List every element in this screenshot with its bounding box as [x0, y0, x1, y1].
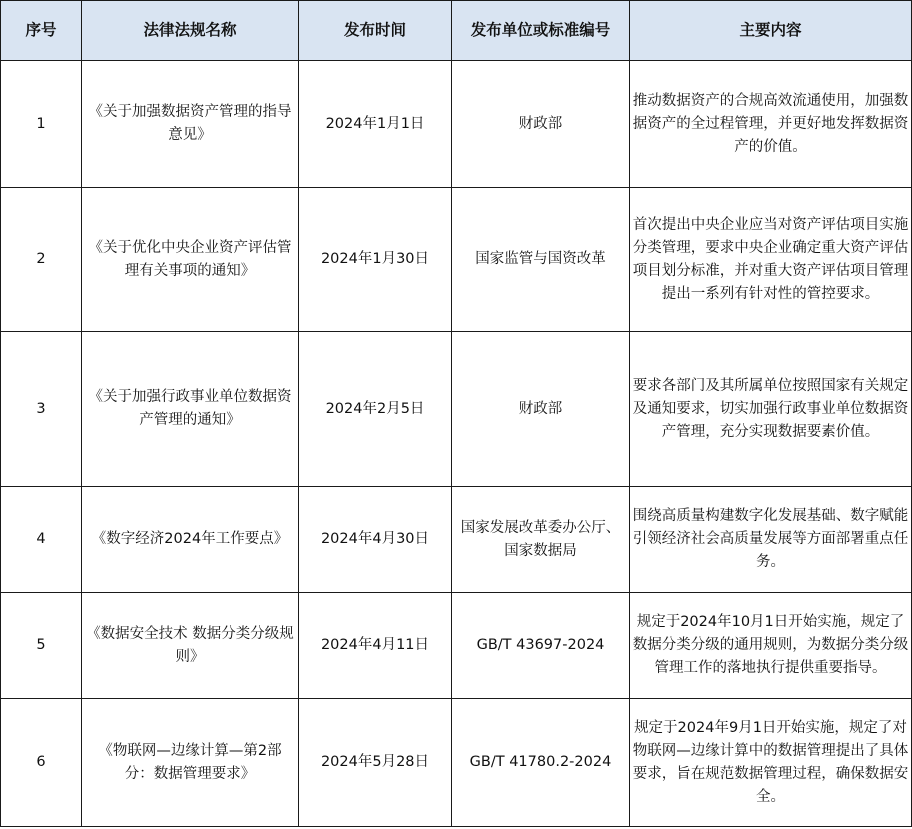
header-name: 法律法规名称	[82, 1, 299, 61]
row-name: 《数字经济2024年工作要点》	[82, 487, 299, 593]
row-content: 规定于2024年10月1日开始实施，规定了数据分类分级的通用规则，为数据分类分级管理工作的落地执行提供重要指导。	[630, 593, 912, 699]
row-index: 2	[1, 188, 82, 332]
row-issuer: GB/T 41780.2-2024	[452, 699, 630, 827]
row-content: 要求各部门及其所属单位按照国家有关规定及通知要求，切实加强行政事业单位数据资产管理，充分实现数据要素价值。	[630, 332, 912, 487]
table-row	[1, 699, 912, 827]
row-name: 《关于优化中央企业资产评估管理有关事项的通知》	[82, 188, 299, 332]
row-index: 3	[1, 332, 82, 487]
row-index: 5	[1, 593, 82, 699]
row-date: 2024年4月11日	[299, 593, 452, 699]
row-index: 6	[1, 699, 82, 827]
row-date: 2024年5月28日	[299, 699, 452, 827]
row-name: 《关于加强数据资产管理的指导意见》	[82, 61, 299, 188]
row-content: 围绕高质量构建数字化发展基础、数字赋能引领经济社会高质量发展等方面部署重点任务。	[630, 487, 912, 593]
table-row	[1, 487, 912, 593]
row-content: 首次提出中央企业应当对资产评估项目实施分类管理，要求中央企业确定重大资产评估项目划分标准，并对重大资产评估项目管理提出一系列有针对性的管控要求。	[630, 188, 912, 332]
header-content: 主要内容	[630, 1, 912, 61]
row-name: 《关于加强行政事业单位数据资产管理的通知》	[82, 332, 299, 487]
row-name: 《数据安全技术 数据分类分级规则》	[82, 593, 299, 699]
header-date: 发布时间	[299, 1, 452, 61]
row-issuer: 国家发展改革委办公厅、国家数据局	[452, 487, 630, 593]
header-index: 序号	[1, 1, 82, 61]
row-date: 2024年1月30日	[299, 188, 452, 332]
table-row	[1, 188, 912, 332]
row-issuer: 国家监管与国资改革	[452, 188, 630, 332]
header-row	[1, 1, 912, 61]
row-content: 推动数据资产的合规高效流通使用，加强数据资产的全过程管理，并更好地发挥数据资产的价值。	[630, 61, 912, 188]
row-name: 《物联网—边缘计算—第2部分：数据管理要求》	[82, 699, 299, 827]
table-row	[1, 332, 912, 487]
row-issuer: GB/T 43697-2024	[452, 593, 630, 699]
row-issuer: 财政部	[452, 61, 630, 188]
row-content: 规定于2024年9月1日开始实施，规定了对物联网—边缘计算中的数据管理提出了具体要求，旨在规范数据管理过程，确保数据安全。	[630, 699, 912, 827]
row-date: 2024年4月30日	[299, 487, 452, 593]
row-index: 4	[1, 487, 82, 593]
row-date: 2024年2月5日	[299, 332, 452, 487]
table-row	[1, 593, 912, 699]
row-index: 1	[1, 61, 82, 188]
row-issuer: 财政部	[452, 332, 630, 487]
header-issuer: 发布单位或标准编号	[452, 1, 630, 61]
row-date: 2024年1月1日	[299, 61, 452, 188]
table-row	[1, 61, 912, 188]
